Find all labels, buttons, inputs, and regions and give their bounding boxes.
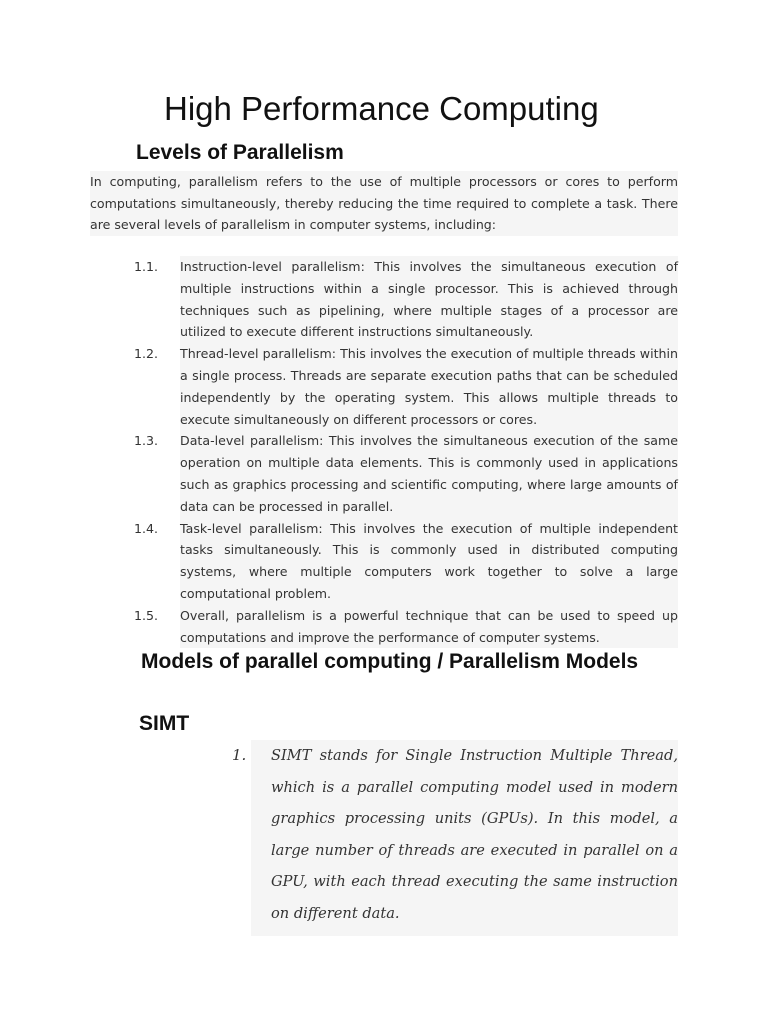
page-title: High Performance Computing bbox=[164, 90, 599, 127]
list-number: 1.1. bbox=[133, 259, 158, 274]
list-number: 1.3. bbox=[133, 433, 158, 449]
section-heading-models: Models of parallel computing / Parallelism Models bbox=[141, 650, 639, 673]
list-text: SIMT stands for Single Instruction Multiple Thread, which is a parallel computing model used in modern graphics processing units (GPUs). In this model, a large number of threads are executed in parallel on a GPU, with each thread executing the same instruction on different data. bbox=[251, 740, 678, 936]
list-number: 1.2. bbox=[133, 346, 158, 362]
list-item bbox=[232, 740, 678, 936]
list-number: 1.5. bbox=[133, 607, 158, 623]
list-text: Thread-level parallelism: This involves the execution of multiple threads within a single process. Threads are separate execution paths that can be scheduled independently by the operating system. This allows multiple threads to execute simultaneously on different processors or cores. bbox=[180, 343, 678, 430]
list-item bbox=[130, 430, 678, 517]
list-number: 1.4. bbox=[133, 520, 158, 536]
list-number: 1. bbox=[232, 746, 247, 764]
section-heading-levels: Levels of Parallelism bbox=[136, 141, 344, 164]
list-text: Data-level parallelism: This involves the simultaneous execution of the same operation on multiple data elements. This is commonly used in applications such as graphics processing and scientific computing, where large amounts of data can be processed in parallel. bbox=[180, 430, 678, 517]
list-text: Instruction-level parallelism: This involves the simultaneous execution of multiple instructions within a single processor. This is achieved through techniques such as pipelining, where multiple stages of a processor are utilized to execute different instructions simultaneously. bbox=[180, 256, 678, 343]
list-item bbox=[130, 605, 678, 649]
intro-paragraph: In computing, parallelism refers to the use of multiple processors or cores to perform computations simultaneously, thereby reducing the time required to complete a task. There are several levels of parallelism in computer systems, including: bbox=[90, 171, 678, 236]
list-item bbox=[130, 256, 678, 343]
list-text: Overall, parallelism is a powerful technique that can be used to speed up computations and improve the performance of computer systems. bbox=[180, 605, 678, 649]
levels-list bbox=[130, 256, 678, 648]
subsection-heading-simt: SIMT bbox=[139, 712, 190, 735]
list-item bbox=[130, 343, 678, 430]
simt-list bbox=[232, 740, 678, 936]
list-text: Task-level parallelism: This involves the execution of multiple independent tasks simultaneously. This is commonly used in distributed computing systems, where multiple computers work together to solve a large computational problem. bbox=[180, 518, 678, 605]
list-item bbox=[130, 518, 678, 605]
